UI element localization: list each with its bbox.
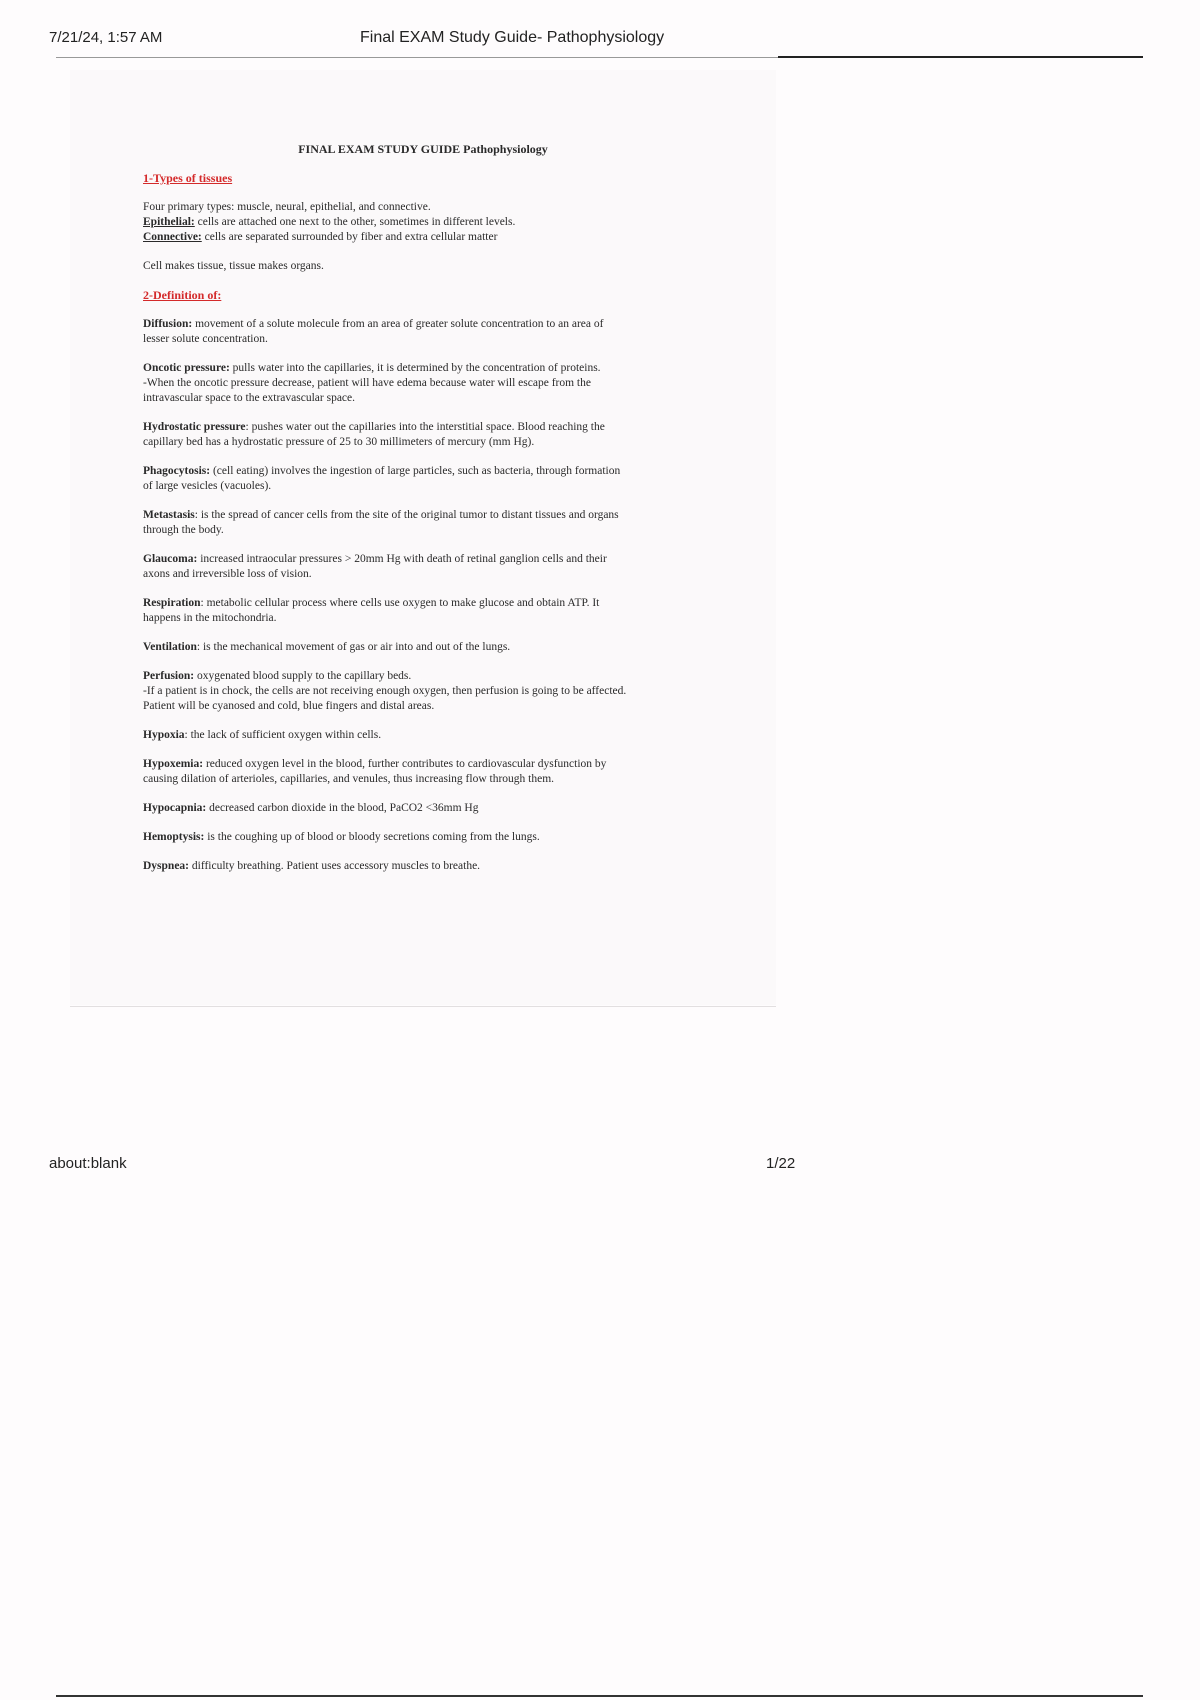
definition-text: reduced oxygen level in the blood, further contributes to cardiovascular dysfunction by [203,758,607,770]
definition-item [143,317,708,347]
definition-term: Glaucoma: [143,553,198,565]
epithelial-text: cells are attached one next to the other, sometimes in different levels. [194,216,516,228]
definition-term: Ventilation [143,641,197,653]
definition-item [143,640,708,655]
tissues-paragraph [143,200,708,245]
definition-term: Diffusion: [143,318,193,330]
definition-term: Hypoxia [143,729,185,741]
definition-term: Dyspnea: [143,860,190,872]
definition-text: lesser solute concentration. [143,333,268,345]
definition-text: : is the mechanical movement of gas or air into and out of the lungs. [196,641,511,653]
print-footer-url: about:blank [49,1155,127,1172]
definition-item [143,361,708,406]
definition-text: : metabolic cellular process where cells use oxygen to make glucose and obtain ATP. It [200,597,600,609]
section-heading-types-of-tissues: 1-Types of tissues [143,171,233,185]
definition-term: Perfusion: [143,670,195,682]
definition-line [143,699,708,714]
definition-text: increased intraocular pressures > 20mm Hg with death of retinal ganglion cells and their [197,553,607,565]
definition-item [143,728,708,743]
definition-line [143,757,708,772]
definition-line [143,859,708,874]
definition-line [143,361,708,376]
definition-line [143,669,708,684]
tissues-intro: Four primary types: muscle, neural, epithelial, and connective. [143,201,431,213]
definition-line [143,479,708,494]
definition-line [143,801,708,816]
print-header-date: 7/21/24, 1:57 AM [49,29,163,46]
definition-term: Hypoxemia: [143,758,204,770]
definition-line [143,332,708,347]
definition-line [143,772,708,787]
document-content [143,142,708,888]
definition-term: Hemoptysis: [143,831,205,843]
definition-line [143,596,708,611]
definition-line [143,567,708,582]
definition-term: Hypocapnia: [143,802,207,814]
definition-text: : the lack of sufficient oxygen within cells. [184,729,382,741]
definition-line [143,317,708,332]
definition-line [143,508,708,523]
connective-term: Connective: [143,231,202,243]
definition-item [143,464,708,494]
document-title: FINAL EXAM STUDY GUIDE Pathophysiology [298,142,548,156]
print-footer-page-number: 1/22 [766,1155,796,1172]
definition-text: -When the oncotic pressure decrease, patient will have edema because water will escape from the [143,377,591,389]
definition-line [143,376,708,391]
definition-text: axons and irreversible loss of vision. [143,568,312,580]
definition-line [143,391,708,406]
definition-item [143,859,708,874]
definition-line [143,523,708,538]
definition-term: Hydrostatic pressure [143,421,246,433]
definition-line [143,611,708,626]
section-heading-definitions: 2-Definition of: [143,288,222,302]
print-header-title: Final EXAM Study Guide- Pathophysiology [360,29,665,46]
epithelial-term: Epithelial: [143,216,195,228]
definition-text: (cell eating) involves the ingestion of large particles, such as bacteria, through formation [210,465,621,477]
definition-item [143,801,708,816]
definition-line [143,420,708,435]
epithelial-line [143,215,708,230]
definition-item [143,596,708,626]
definition-line [143,552,708,567]
definition-line [143,728,708,743]
bottom-divider [56,1695,1143,1697]
definition-item [143,552,708,582]
definition-text: causing dilation of arterioles, capillaries, and venules, thus increasing flow through them. [143,773,555,785]
definition-text: oxygenated blood supply to the capillary beds. [194,670,412,682]
definition-line [143,464,708,479]
connective-text: cells are separated surrounded by fiber and extra cellular matter [201,231,498,243]
definition-text: capillary bed has a hydrostatic pressure of 25 to 30 millimeters of mercury (mm Hg). [143,436,535,448]
definition-text: decreased carbon dioxide in the blood, PaCO2 <36mm Hg [206,802,479,814]
definition-item [143,830,708,845]
definition-text: intravascular space to the extravascular space. [143,392,356,404]
definition-text: happens in the mitochondria. [143,612,277,624]
definition-text: of large vesicles (vacuoles). [143,480,272,492]
definitions-list [143,317,708,874]
definition-item [143,669,708,714]
definition-text: difficulty breathing. Patient uses accessory muscles to breathe. [189,860,481,872]
definition-text: : pushes water out the capillaries into the interstitial space. Blood reaching the [245,421,605,433]
definition-item [143,508,708,538]
definition-line [143,435,708,450]
definition-item [143,420,708,450]
connective-line [143,230,708,245]
header-divider-bold [778,56,1143,58]
definition-item [143,757,708,787]
definition-text: Patient will be cyanosed and cold, blue fingers and distal areas. [143,700,435,712]
definition-text: through the body. [143,524,224,536]
tissues-note: Cell makes tissue, tissue makes organs. [143,260,324,272]
document-page-edge [70,1006,776,1007]
definition-term: Respiration [143,597,201,609]
definition-text: movement of a solute molecule from an area of greater solute concentration to an area of [192,318,604,330]
definition-term: Oncotic pressure: [143,362,230,374]
definition-text: -If a patient is in chock, the cells are not receiving enough oxygen, then perfusion is going to be affected. [143,685,627,697]
definition-text: : is the spread of cancer cells from the site of the original tumor to distant tissues and organs [194,509,619,521]
header-divider [56,57,778,58]
definition-text: pulls water into the capillaries, it is determined by the concentration of proteins. [229,362,601,374]
definition-line [143,830,708,845]
definition-text: is the coughing up of blood or bloody secretions coming from the lungs. [204,831,540,843]
definition-line [143,684,708,699]
definition-line [143,640,708,655]
definition-term: Metastasis [143,509,195,521]
definition-term: Phagocytosis: [143,465,211,477]
